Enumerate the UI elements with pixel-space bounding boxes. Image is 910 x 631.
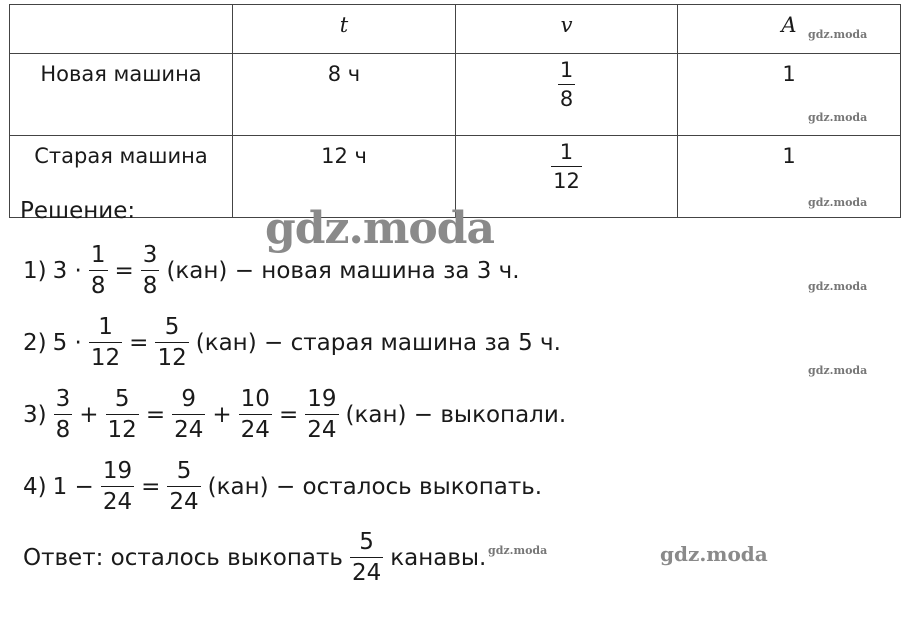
fraction-denominator: 8 <box>54 414 73 442</box>
fraction-denominator: 24 <box>167 486 200 514</box>
watermark-small: gdz.moda <box>808 111 868 124</box>
step-text: (кан) − выкопали. <box>345 401 567 428</box>
fraction <box>155 315 188 370</box>
fraction-denominator: 8 <box>558 84 575 110</box>
plus-sign: + <box>79 401 99 428</box>
equals-sign: = <box>145 401 166 428</box>
fraction <box>558 59 575 110</box>
fraction-numerator: 1 <box>559 58 574 82</box>
solution-step-3 <box>20 387 569 442</box>
fraction-denominator: 12 <box>89 342 122 370</box>
fraction-numerator: 19 <box>102 458 133 484</box>
step-number: 4) <box>23 473 47 500</box>
fraction-numerator: 3 <box>142 242 158 268</box>
fraction-numerator: 1 <box>90 242 106 268</box>
step-number: 1) <box>23 257 47 284</box>
fraction <box>167 459 200 514</box>
fraction <box>106 387 139 442</box>
fraction-numerator: 1 <box>98 314 113 340</box>
fraction-denominator: 24 <box>305 414 338 442</box>
header-cell-v: v <box>456 5 678 54</box>
cell-a-old: 1 <box>678 136 901 218</box>
answer-line <box>20 530 489 585</box>
row-label-old-machine: Старая машина <box>10 136 233 218</box>
watermark-small: gdz.moda <box>808 280 868 293</box>
fraction-denominator: 12 <box>551 166 582 192</box>
fraction-denominator: 24 <box>101 486 134 514</box>
fraction-denominator: 8 <box>89 270 108 298</box>
cell-v-new <box>456 54 678 136</box>
fraction <box>350 530 383 585</box>
step-text: (кан) − новая машина за 3 ч. <box>166 257 520 284</box>
fraction <box>239 387 272 442</box>
fraction <box>54 387 73 442</box>
plus-sign: + <box>212 401 232 428</box>
fraction-denominator: 24 <box>239 414 272 442</box>
header-cell-empty <box>10 5 233 54</box>
cell-t-old: 12 ч <box>233 136 456 218</box>
fraction <box>141 243 160 298</box>
fraction-numerator: 5 <box>176 458 192 484</box>
fraction-numerator: 10 <box>240 386 270 412</box>
fraction-denominator: 12 <box>155 342 188 370</box>
solution-heading: Решение: <box>20 198 136 224</box>
fraction-numerator: 3 <box>55 386 71 412</box>
equals-sign: = <box>129 329 149 356</box>
fraction <box>101 459 134 514</box>
fraction-denominator: 12 <box>106 414 139 442</box>
answer-suffix: канавы. <box>390 544 487 571</box>
watermark-small: gdz.moda <box>808 28 868 41</box>
fraction-numerator: 9 <box>181 386 197 412</box>
step-number: 3) <box>23 401 47 428</box>
solution-step-2 <box>20 315 564 370</box>
fraction <box>89 315 122 370</box>
watermark-medium: gdz.moda <box>660 542 768 566</box>
fraction-numerator: 1 <box>559 140 574 164</box>
equals-sign: = <box>278 401 299 428</box>
fraction <box>172 387 205 442</box>
cell-t-new: 8 ч <box>233 54 456 136</box>
step-term: 1 − <box>52 473 94 500</box>
fraction-denominator: 8 <box>141 270 160 298</box>
step-number: 2) <box>23 329 47 356</box>
solution-step-4 <box>20 459 545 514</box>
header-cell-a: A <box>678 5 901 54</box>
fraction <box>305 387 338 442</box>
fraction-numerator: 5 <box>359 529 374 555</box>
step-text: (кан) − старая машина за 5 ч. <box>195 329 561 356</box>
step-term: 5 · <box>52 329 82 356</box>
cell-a-new: 1 <box>678 54 901 136</box>
step-term: 3 · <box>52 257 82 284</box>
fraction <box>89 243 108 298</box>
fraction-denominator: 24 <box>172 414 205 442</box>
answer-prefix: Ответ: осталось выкопать <box>23 544 343 571</box>
watermark-small: gdz.moda <box>808 364 868 377</box>
fraction-numerator: 5 <box>164 314 180 340</box>
row-label-new-machine: Новая машина <box>10 54 233 136</box>
equals-sign: = <box>114 257 134 284</box>
fraction-numerator: 19 <box>307 386 337 412</box>
watermark-small: gdz.moda <box>488 544 548 557</box>
watermark-small: gdz.moda <box>808 196 868 209</box>
fraction-denominator: 24 <box>350 557 383 585</box>
data-table <box>9 4 901 218</box>
equals-sign: = <box>141 473 161 500</box>
fraction-numerator: 5 <box>114 386 130 412</box>
step-text: (кан) − осталось выкопать. <box>207 473 543 500</box>
watermark-large: gdz.moda <box>265 203 495 254</box>
fraction <box>551 141 582 192</box>
header-cell-t: t <box>233 5 456 54</box>
